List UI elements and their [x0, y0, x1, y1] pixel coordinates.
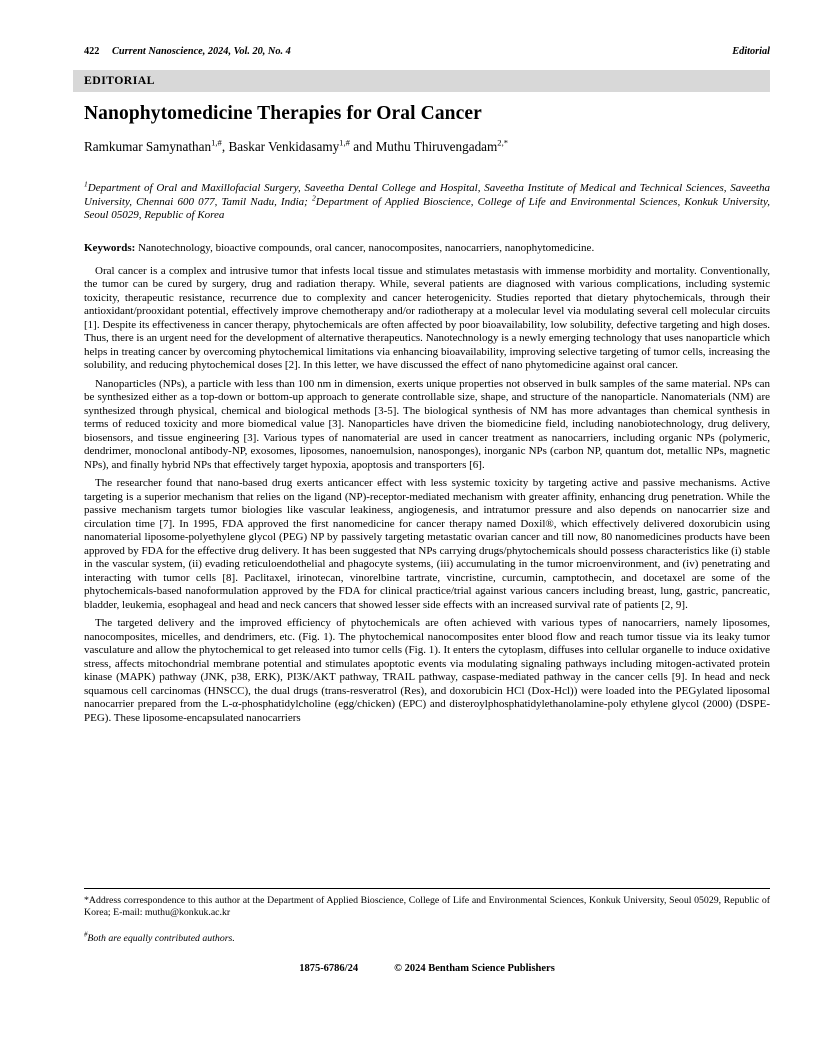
running-head	[84, 46, 770, 57]
page-number: 422	[84, 46, 100, 57]
author-superscript: 2,*	[497, 137, 509, 148]
author-separator: and	[349, 139, 376, 154]
affiliation-text: Department of Oral and Maxillofacial Surgery, Saveetha Dental College and Hospital, Saveetha Institute of Medical and Technical Sciences, Saveetha University, Chennai 600 077, Tamil Nadu, India;	[84, 182, 770, 208]
publisher-footer	[84, 963, 770, 974]
affiliation-superscript: 2	[311, 193, 316, 203]
footnote-divider	[84, 888, 770, 889]
journal-reference: Current Nanoscience, 2024, Vol. 20, No. 4	[112, 46, 291, 57]
author-name: Ramkumar Samynathan	[84, 139, 212, 154]
running-head-right: Editorial	[732, 46, 770, 57]
author-superscript: 1,#	[211, 137, 222, 148]
page-content	[84, 0, 770, 725]
keywords-label: Keywords:	[84, 242, 136, 255]
body-paragraph: Oral cancer is a complex and intrusive tumor that infests local tissue and stimulates metastasis with immense morbidity and mortality. Conventionally, the tumor can be cured by surgery, drug and radiation therapy. While, several patients are diagnosed with various complications, including systemic toxicity, therapeutic resistance, recurrence due to complexity and cancer heterogenicity. Studies reported that dietary phytochemicals, through their antioxidant/prooxidant potential, effectively improve chemotherapy and/or radiotherapy at a molecular level via modulating several cell molecular circuits [1]. Despite its effectiveness in cancer therapy, phytochemicals are often affected by poor bioavailability, low solubility, defective targeting and high doses. Thus, there is an urgent need for the development of alternative therapeutics. Nanotechnology is a newly emerging technology that uses nanoparticle which helps in treating cancer by overcoming phytochemical limitations via enhancing bioavailability, improving selective targeting of tumor cells, increasing the solubility, and reducing phytochemical doses [2]. In this letter, we have discussed the effect of nano phytomedicine against oral cancer.	[84, 264, 770, 372]
body-paragraph: The targeted delivery and the improved efficiency of phytochemicals are often achieved with various types of nanocarriers, namely liposomes, nanocomposites, micelles, and dendrimers, etc. (Fig. 1). The phytochemical nanocomposites enter blood flow and reach tumor tissue via its leaky tumor vasculature and allow the phytochemical to get released into tumor cells (Fig. 1). It enters the cytoplasm, diffuses into cellular organelle to induce oxidative stress, affects mitochondrial membrane potential and stimulates apoptotic events via modulating signaling pathways including mitogen-activated protein kinase (MAPK) pathway (JNK, p38, ERK), PI3K/AKT pathway, TRAIL pathway, caspase-mediated pathway in the cancer cells [9]. In head and neck squamous cell carcinomas (HNSCC), the dual drugs (trans-resveratrol (Res), and doxorubicin HCl (Dox-Hcl)) were loaded into the PEGylated liposomal nanocarrier prepared from the L-α-phosphatidylcholine (egg/chicken) (EPC) and disteroylphosphatidylethanolamine-poly ethylene glycol (2000) (DSPE-PEG). These liposome-encapsulated nanocarriers	[84, 617, 770, 724]
equal-contribution-superscript: #	[84, 931, 88, 939]
author-superscript: 1,#	[339, 137, 350, 148]
copyright-notice: © 2024 Bentham Science Publishers	[394, 962, 555, 974]
article-title: Nanophytomedicine Therapies for Oral Cancer	[84, 103, 482, 124]
body-paragraph: Nanoparticles (NPs), a particle with less than 100 nm in dimension, exerts unique properties not observed in bulk samples of the same material. NPs can be synthesized either as a top-down or bottom-up approach to generate controllable size, shape, and structure of the nanoparticle. Nanomaterials (NM) are synthesized through physical, chemical and biological methods [3-5]. The biological synthesis of NM has more advantages than chemical synthesis in terms of reduced toxicity and more biomedical value [3]. Nanoparticles have driven the biomedicine field, including nanobiotechnology, drug delivery, biosensors, and tissue engineering [3]. Various types of nanomaterial are used in cancer treatment as nanocarriers, including organic NPs (polymeric, dendrimer, monoclonal antibody-NP, exosomes, liposomes, nanoemulsion, nanosponges), inorganic NPs (carbon NP, quantum dot, metallic NPs, magnetic NPs), and finally hybrid NPs that effectively target hypoxia, apoptosis and transporters [6].	[84, 377, 770, 471]
affiliation-text: Department of Applied Bioscience, College of Life and Environmental Sciences, Konkuk University, Seoul 05029, Republic of Korea	[84, 195, 770, 222]
author-list	[84, 139, 770, 155]
author-separator: ,	[221, 139, 229, 154]
equal-contribution-note	[84, 933, 770, 944]
author-name: Baskar Venkidasamy	[228, 139, 340, 154]
equal-contribution-text: Both are equally contributed authors.	[87, 932, 235, 944]
bottom-matter	[84, 888, 770, 974]
author-name: Muthu Thiruvengadam	[375, 139, 498, 154]
body-paragraph: The researcher found that nano-based drug exerts anticancer effect with less systemic toxicity by targeting active and passive mechanisms. Active targeting is a superior mechanism that relies on the ligand (NP)-receptor-mediated mechanism with greater affinity, enhancing drug penetration. While the passive mechanism targets tumor biologies like vascular leakiness, angiogenesis, and intratumor pressure and also depends on nanocarrier size and circulation time [7]. In 1995, FDA approved the first nanomedicine for cancer therapy named Doxil®, which effectively delivered doxorubicin using nanomaterial liposome-polyethylene glycol (PEG) NP by passively targeting metastatic ovarian cancer and till now, 80 nanomedicines products have been approved by FDA for the effective drug delivery. It has been suggested that NPs carrying drugs/phytochemicals should possess characteristics like (i) stable in the vascular system, (ii) evading reticuloendothelial and phagocyte systems, (iii) accumulating in the tumor microenvironment, and (iv) penetrating and interacting with tumor cells [8]. Paclitaxel, irinotecan, vinorelbine tartrate, vincristine, curcumin, camptothecin, and docetaxel are some of the phytochemicals-based nanoformulation approved by the FDA for clinical practice/trial against various cancers including breast, lung, gastric, pancreatic, bladder, leukemia, esophageal and head and neck cancers that showed lesser side effects with an increased survival rate of patients [2, 9].	[84, 477, 770, 611]
affiliation-superscript: 1	[84, 179, 88, 189]
correspondence-footnote: *Address correspondence to this author at the Department of Applied Bioscience, College of Life and Environmental Sciences, Konkuk University, Seoul 05029, Republic of Korea; E-mail: muthu@konkuk.ac.kr	[84, 895, 770, 919]
keywords-text: Nanotechnology, bioactive compounds, oral cancer, nanocomposites, nanocarriers, nanophytomedicine.	[135, 242, 595, 255]
running-head-left	[84, 46, 291, 57]
affiliation	[84, 179, 770, 223]
editorial-banner: EDITORIAL	[73, 70, 770, 92]
keywords-line	[84, 242, 770, 256]
issn-code: 1875-6786/24	[299, 962, 359, 974]
